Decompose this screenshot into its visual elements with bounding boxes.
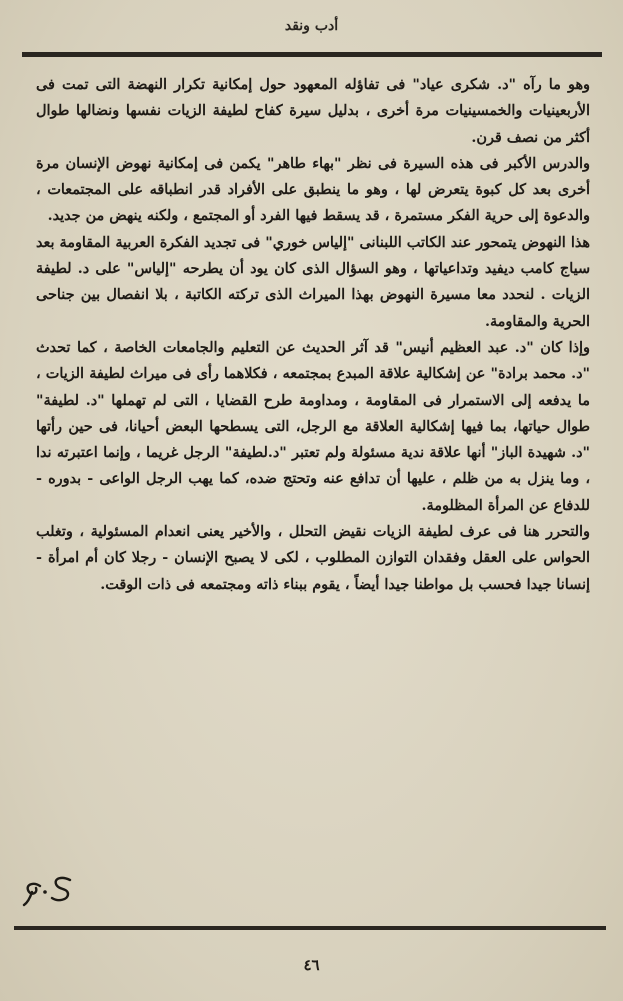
paragraph-5: والتحرر هنا فى عرف لطيفة الزيات نقيض التحلل ، والأخير يعنى انعدام المسئولية ، وتغلب الحواس على العقل وفقدان التوازن المطلوب ، لكى لا يصبح الإنسان - رجلا كان أم امرأة - إنسانا جيدا فحسب بل مواطنا جيدا أيضاً ، يقوم ببناء ذاته ومجتمعه فى ذات الوقت. [36,523,590,593]
paragraph-3: هذا النهوض يتمحور عند الكاتب اللبنانى "إلياس خوري" فى تجديد الفكرة العربية المقاومة بعد سياج كامب ديفيد وتداعياتها ، وهو السؤال الذى كان يود أن يطرحه "إلياس" على د. لطيفة الزيات . لنحدد معا مسيرة النهوض بهذا الميراث الذى تركته الكاتبة ، بلا انفصال بين جناحى الحرية والمقاومة. [36,233,590,330]
article-body [36,72,590,598]
page-number: ٤٦ [303,956,320,974]
footer-rule [14,926,606,930]
header-rule [22,52,602,57]
paragraph-2: والدرس الأكبر فى هذه السيرة فى نظر "بهاء طاهر" يكمن فى إمكانية نهوض الإنسان مرة أخرى بعد كل كبوة يتعرض لها ، وهو ما ينطبق على الأفراد قدر انطباقه على المجتمعات ، والدعوة إلى حرية الفكر مستمرة ، قد يسقط فيها الفرد أو المجتمع ، ولكنه ينهض من جديد. [36,154,590,225]
author-signature [18,868,76,908]
running-header-title: أدب ونقد [284,18,339,34]
paragraph-4: وإذا كان "د. عبد العظيم أنيس" قد آثر الحديث عن التعليم والجامعات الخاصة ، كما تحدث "د. محمد برادة" عن إشكالية علاقة المبدع بمجتمعه ، فكلاهما رأى فى ميراث لطيفة الزيات ، ما يدفعه إلى الاستمرار فى المقاومة ، ومداومة طرح القضايا ، التى لم تهملها "د. لطيفة" طوال حياتها، بما فيها إشكالية العلاقة مع الرجل، التى يسطحها البعض أحيانا، فى حين رأتها "د. شهيدة الباز" أنها علاقة ندية مسئولة ولم تعتبر "د.لطيفة" الرجل غريما ، وإنما اعتبرته ندا ، وما ينزل به من ظلم ، عليها أن تدافع عنه وتحتج ضده، كما يهب الرجل الواعى - بدوره - للدفاع عن المرأة المظلومة. [36,338,590,514]
paragraph-1: وهو ما رآه "د. شكرى عياد" فى تفاؤله المعهود حول إمكانية تكرار النهضة التى تمت فى الأربعينيات والخمسينيات مرة أخرى ، بدليل سيرة كفاح لطيفة الزيات نفسها ونضالها طوال أكثر من نصف قرن. [36,76,590,146]
handwritten-signature-icon [18,868,76,908]
